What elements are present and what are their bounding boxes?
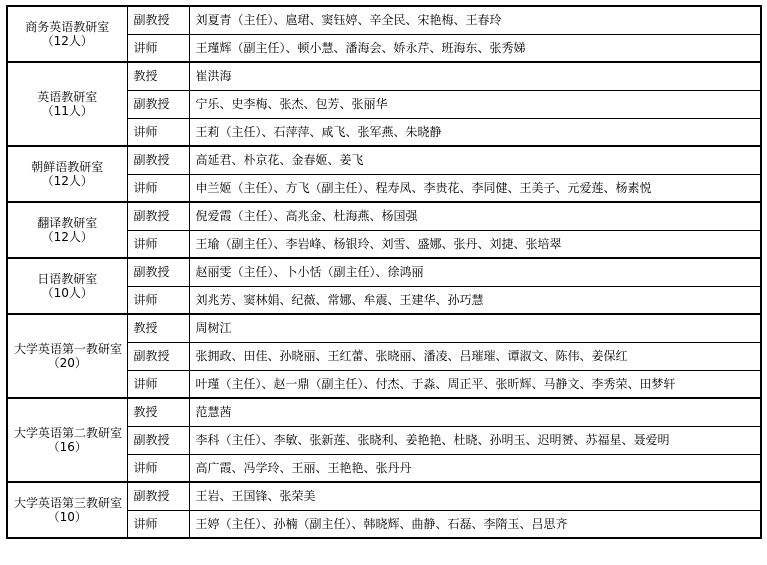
department-cell	[7, 202, 127, 258]
department-name: 大学英语第三教研室	[14, 496, 123, 510]
department-cell	[7, 482, 127, 538]
department-headcount: （12人）	[41, 34, 93, 48]
table-row	[7, 6, 761, 34]
members-cell: 叶瑾（主任）、赵一鼎（副主任）、付杰、于淼、周正平、张昕辉、马静文、李秀荣、田梦轩	[189, 370, 761, 398]
rank-cell: 讲师	[127, 34, 189, 62]
faculty-table-body	[7, 6, 761, 538]
department-cell	[7, 314, 127, 398]
members-cell: 刘兆芳、窦林娟、纪薇、常娜、牟震、王建华、孙巧慧	[189, 286, 761, 314]
table-row	[7, 202, 761, 230]
members-cell: 刘夏青（主任）、扈珺、窦钰婷、辛全民、宋艳梅、王春玲	[189, 6, 761, 34]
rank-cell: 副教授	[127, 258, 189, 286]
rank-cell: 副教授	[127, 426, 189, 454]
rank-cell: 副教授	[127, 482, 189, 510]
department-name: 英语教研室	[37, 90, 98, 104]
rank-cell: 讲师	[127, 454, 189, 482]
department-headcount: （12人）	[41, 174, 93, 188]
rank-cell: 副教授	[127, 146, 189, 174]
members-cell: 张拥政、田佳、孙晓丽、王红蕾、张晓丽、潘凌、吕璀璀、谭淑文、陈伟、姜保红	[189, 342, 761, 370]
rank-cell: 教授	[127, 62, 189, 90]
department-headcount: （20）	[47, 356, 87, 370]
members-cell: 王婷（主任）、孙楠（副主任）、韩晓辉、曲静、石磊、李隋玉、吕思齐	[189, 510, 761, 538]
rank-cell: 教授	[127, 398, 189, 426]
table-row	[7, 482, 761, 510]
department-headcount: （16）	[47, 440, 87, 454]
members-cell: 宁乐、史李梅、张杰、包芳、张丽华	[189, 90, 761, 118]
rank-cell: 副教授	[127, 6, 189, 34]
rank-cell: 讲师	[127, 230, 189, 258]
members-cell: 高广霞、冯学玲、王丽、王艳艳、张丹丹	[189, 454, 761, 482]
rank-cell: 教授	[127, 314, 189, 342]
department-name: 大学英语第一教研室	[14, 342, 123, 356]
members-cell: 李科（主任）、李敏、张新莲、张晓利、姜艳艳、杜晓、孙明玉、迟明赟、苏福星、聂爱明	[189, 426, 761, 454]
members-cell: 王莉（主任）、石萍萍、咸飞、张军燕、朱晓静	[189, 118, 761, 146]
department-cell	[7, 6, 127, 62]
rank-cell: 副教授	[127, 90, 189, 118]
members-cell: 周树江	[189, 314, 761, 342]
rank-cell: 讲师	[127, 370, 189, 398]
table-row	[7, 62, 761, 90]
department-name: 大学英语第二教研室	[14, 426, 123, 440]
rank-cell: 副教授	[127, 342, 189, 370]
members-cell: 赵丽雯（主任）、卜小恬（副主任）、徐鸿丽	[189, 258, 761, 286]
members-cell: 范慧茜	[189, 398, 761, 426]
members-cell: 王瑾辉（副主任）、顿小慧、潘海会、娇永芹、班海东、张秀娣	[189, 34, 761, 62]
table-row	[7, 314, 761, 342]
rank-cell: 讲师	[127, 174, 189, 202]
members-cell: 高延君、朴京花、金春姬、姜飞	[189, 146, 761, 174]
members-cell: 王瑜（副主任）、李岩峰、杨银玲、刘雪、盛娜、张丹、刘捷、张培翠	[189, 230, 761, 258]
department-cell	[7, 398, 127, 482]
department-headcount: （12人）	[41, 230, 93, 244]
department-cell	[7, 146, 127, 202]
department-cell	[7, 258, 127, 314]
table-row	[7, 258, 761, 286]
department-cell	[7, 62, 127, 146]
members-cell: 倪爱霞（主任）、高兆金、杜海燕、杨国强	[189, 202, 761, 230]
rank-cell: 副教授	[127, 202, 189, 230]
rank-cell: 讲师	[127, 286, 189, 314]
department-headcount: （10人）	[41, 286, 93, 300]
department-name: 日语教研室	[37, 272, 98, 286]
members-cell: 申兰姬（主任）、方飞（副主任）、程寿凤、李贵花、李同健、王美子、元爱莲、杨素悦	[189, 174, 761, 202]
table-row	[7, 398, 761, 426]
faculty-table	[6, 5, 762, 539]
rank-cell: 讲师	[127, 118, 189, 146]
department-name: 翻译教研室	[37, 216, 98, 230]
department-name: 朝鲜语教研室	[31, 160, 104, 174]
department-headcount: （11人）	[41, 104, 93, 118]
table-row	[7, 146, 761, 174]
department-headcount: （10）	[47, 510, 87, 524]
members-cell: 王岩、王国锋、张荣美	[189, 482, 761, 510]
rank-cell: 讲师	[127, 510, 189, 538]
members-cell: 崔洪海	[189, 62, 761, 90]
department-name: 商务英语教研室	[25, 20, 110, 34]
